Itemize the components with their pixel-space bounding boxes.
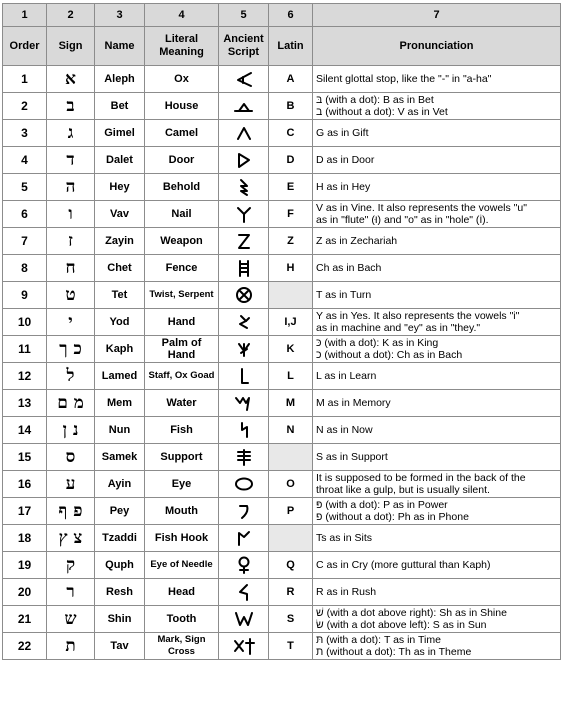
name-cell: Samek	[95, 444, 145, 471]
sign-cell: נ ן	[47, 417, 95, 444]
order-cell: 21	[3, 606, 47, 633]
pronunciation-cell	[313, 228, 561, 255]
pronunciation-line: L as in Learn	[316, 370, 377, 382]
order-cell: 18	[3, 525, 47, 552]
meaning-cell: Door	[145, 147, 219, 174]
order-cell: 17	[3, 498, 47, 525]
pronunciation-line: פּ (with a dot): P as in Power	[316, 499, 448, 511]
sign-cell: ע	[47, 471, 95, 498]
pronunciation-cell	[313, 633, 561, 660]
column-number: 3	[95, 4, 145, 27]
pronunciation-line: T as in Turn	[316, 289, 372, 301]
latin-cell: O	[269, 471, 313, 498]
weapon-glyph	[232, 231, 256, 251]
pronunciation-line: S as in Support	[316, 451, 388, 463]
table-row	[3, 552, 561, 579]
ancient-script-cell	[219, 363, 269, 390]
table-row	[3, 471, 561, 498]
order-cell: 7	[3, 228, 47, 255]
meaning-cell: Camel	[145, 120, 219, 147]
eye-glyph	[232, 474, 256, 494]
sign-cell: ק	[47, 552, 95, 579]
pronunciation-line: פ (without a dot): Ph as in Phone	[316, 511, 469, 523]
name-cell: Chet	[95, 255, 145, 282]
order-cell: 2	[3, 93, 47, 120]
nail-glyph	[232, 204, 256, 224]
table-row	[3, 417, 561, 444]
ancient-script-cell	[219, 336, 269, 363]
pronunciation-cell	[313, 255, 561, 282]
name-cell: Gimel	[95, 120, 145, 147]
meaning-cell: Fish Hook	[145, 525, 219, 552]
meaning-cell: Eye of Needle	[145, 552, 219, 579]
pronunciation-cell	[313, 336, 561, 363]
pronunciation-line: Z as in Zechariah	[316, 235, 398, 247]
ox-head-glyph	[232, 69, 256, 89]
name-cell: Tav	[95, 633, 145, 660]
order-cell: 9	[3, 282, 47, 309]
order-cell: 8	[3, 255, 47, 282]
table-row	[3, 606, 561, 633]
meaning-cell: Fish	[145, 417, 219, 444]
name-cell: Kaph	[95, 336, 145, 363]
name-cell: Hey	[95, 174, 145, 201]
pronunciation-line: R as in Rush	[316, 586, 377, 598]
order-cell: 13	[3, 390, 47, 417]
ancient-script-cell	[219, 93, 269, 120]
pronunciation-line: as in "flute" (וּ) and "o" as in "hole" (וֹ).	[316, 214, 489, 226]
latin-cell: E	[269, 174, 313, 201]
header-ancient-script: Ancient Script	[219, 27, 269, 66]
pronunciation-line: Silent glottal stop, like the "-" in "a-ha"	[316, 73, 492, 85]
ancient-script-cell	[219, 606, 269, 633]
latin-cell: A	[269, 66, 313, 93]
staff-glyph	[232, 366, 256, 386]
sign-cell: ת	[47, 633, 95, 660]
sign-cell: מ ם	[47, 390, 95, 417]
water-glyph	[232, 393, 256, 413]
ancient-script-cell	[219, 471, 269, 498]
house-glyph	[232, 96, 256, 116]
pronunciation-cell	[313, 363, 561, 390]
pronunciation-line: שׁ (with a dot above right): Sh as in Shine	[316, 607, 507, 619]
hand-glyph	[232, 312, 256, 332]
pronunciation-line: Y as in Yes. It also represents the vowels "i"	[316, 310, 520, 322]
order-cell: 5	[3, 174, 47, 201]
meaning-cell: Behold	[145, 174, 219, 201]
order-cell: 12	[3, 363, 47, 390]
order-cell: 1	[3, 66, 47, 93]
sign-cell: ח	[47, 255, 95, 282]
support-glyph	[232, 447, 256, 467]
behold-glyph	[232, 177, 256, 197]
order-cell: 10	[3, 309, 47, 336]
table-row	[3, 120, 561, 147]
latin-cell	[269, 525, 313, 552]
pronunciation-cell	[313, 498, 561, 525]
order-cell: 4	[3, 147, 47, 174]
pronunciation-line: ת (without a dot): Th as in Theme	[316, 646, 472, 658]
sign-cell: ל	[47, 363, 95, 390]
name-cell: Shin	[95, 606, 145, 633]
latin-cell: N	[269, 417, 313, 444]
table-row	[3, 444, 561, 471]
ancient-script-cell	[219, 525, 269, 552]
ancient-script-cell	[219, 282, 269, 309]
table-row	[3, 282, 561, 309]
pronunciation-line: כּ (with a dot): K as in King	[316, 337, 439, 349]
cross-glyph	[232, 636, 256, 656]
ancient-script-cell	[219, 309, 269, 336]
pronunciation-cell	[313, 525, 561, 552]
pronunciation-cell	[313, 444, 561, 471]
meaning-cell: Tooth	[145, 606, 219, 633]
latin-cell: Q	[269, 552, 313, 579]
mouth-glyph	[232, 501, 256, 521]
pronunciation-cell	[313, 471, 561, 498]
latin-cell: P	[269, 498, 313, 525]
latin-cell: K	[269, 336, 313, 363]
ancient-script-cell	[219, 201, 269, 228]
pronunciation-line: שׂ (with a dot above left): S as in Sun	[316, 619, 487, 631]
ancient-script-cell	[219, 633, 269, 660]
order-cell: 3	[3, 120, 47, 147]
pronunciation-line: בּ (with a dot): B as in Bet	[316, 94, 434, 106]
meaning-cell: Mouth	[145, 498, 219, 525]
name-cell: Pey	[95, 498, 145, 525]
hebrew-alphabet-table	[2, 3, 561, 660]
name-cell: Resh	[95, 579, 145, 606]
pronunciation-line: M as in Memory	[316, 397, 391, 409]
ancient-script-cell	[219, 390, 269, 417]
latin-cell: Z	[269, 228, 313, 255]
order-cell: 16	[3, 471, 47, 498]
name-cell: Dalet	[95, 147, 145, 174]
pronunciation-line: Ts as in Sits	[316, 532, 373, 544]
table-row	[3, 93, 561, 120]
pronunciation-line: תּ (with a dot): T as in Time	[316, 634, 441, 646]
pronunciation-cell	[313, 309, 561, 336]
sign-cell: ג	[47, 120, 95, 147]
order-cell: 15	[3, 444, 47, 471]
table-row	[3, 174, 561, 201]
name-cell: Aleph	[95, 66, 145, 93]
meaning-cell: Mark, Sign Cross	[145, 633, 219, 660]
pronunciation-cell	[313, 390, 561, 417]
table-row	[3, 579, 561, 606]
table-row	[3, 633, 561, 660]
latin-cell: F	[269, 201, 313, 228]
sign-cell: ו	[47, 201, 95, 228]
latin-cell: C	[269, 120, 313, 147]
head-glyph	[232, 582, 256, 602]
pronunciation-cell	[313, 147, 561, 174]
meaning-cell: Hand	[145, 309, 219, 336]
column-number: 2	[47, 4, 95, 27]
sign-cell: ר	[47, 579, 95, 606]
table-row	[3, 255, 561, 282]
latin-cell: H	[269, 255, 313, 282]
needle-eye-glyph	[232, 555, 256, 575]
order-cell: 6	[3, 201, 47, 228]
pronunciation-line: Ch as in Bach	[316, 262, 382, 274]
palm-glyph	[232, 339, 256, 359]
header-name: Name	[95, 27, 145, 66]
sign-cell: ז	[47, 228, 95, 255]
sign-cell: ש	[47, 606, 95, 633]
name-cell: Tzaddi	[95, 525, 145, 552]
pronunciation-line: H as in Hey	[316, 181, 371, 193]
latin-cell: R	[269, 579, 313, 606]
fish-glyph	[232, 420, 256, 440]
letter-rows	[3, 66, 561, 660]
header-sign: Sign	[47, 27, 95, 66]
column-number: 1	[3, 4, 47, 27]
pronunciation-line: N as in Now	[316, 424, 373, 436]
order-cell: 22	[3, 633, 47, 660]
name-cell: Yod	[95, 309, 145, 336]
sign-cell: צ ץ	[47, 525, 95, 552]
fishhook-glyph	[232, 528, 256, 548]
table-row	[3, 147, 561, 174]
ancient-script-cell	[219, 120, 269, 147]
tooth-glyph	[232, 609, 256, 629]
header-latin: Latin	[269, 27, 313, 66]
pronunciation-line: C as in Cry (more guttural than Kaph)	[316, 559, 491, 571]
order-cell: 20	[3, 579, 47, 606]
name-cell: Lamed	[95, 363, 145, 390]
header-order: Order	[3, 27, 47, 66]
pronunciation-cell	[313, 120, 561, 147]
latin-cell: D	[269, 147, 313, 174]
name-cell: Bet	[95, 93, 145, 120]
meaning-cell: Staff, Ox Goad	[145, 363, 219, 390]
sign-cell: ט	[47, 282, 95, 309]
table-row	[3, 525, 561, 552]
latin-cell	[269, 444, 313, 471]
meaning-cell: House	[145, 93, 219, 120]
ancient-script-cell	[219, 255, 269, 282]
name-cell: Zayin	[95, 228, 145, 255]
sign-cell: ס	[47, 444, 95, 471]
meaning-cell: Support	[145, 444, 219, 471]
meaning-cell: Head	[145, 579, 219, 606]
table-row	[3, 66, 561, 93]
ancient-script-cell	[219, 552, 269, 579]
latin-cell: M	[269, 390, 313, 417]
meaning-cell: Twist, Serpent	[145, 282, 219, 309]
sign-cell: ד	[47, 147, 95, 174]
sign-cell: ב	[47, 93, 95, 120]
meaning-cell: Weapon	[145, 228, 219, 255]
pronunciation-cell	[313, 579, 561, 606]
table-row	[3, 390, 561, 417]
pronunciation-line: throat like a gulp, but is usually silent.	[316, 484, 490, 496]
latin-cell: I,J	[269, 309, 313, 336]
ancient-script-cell	[219, 228, 269, 255]
sign-cell: א	[47, 66, 95, 93]
pronunciation-cell	[313, 282, 561, 309]
meaning-cell: Eye	[145, 471, 219, 498]
order-cell: 11	[3, 336, 47, 363]
latin-cell: S	[269, 606, 313, 633]
meaning-cell: Water	[145, 390, 219, 417]
table-row	[3, 228, 561, 255]
pronunciation-cell	[313, 552, 561, 579]
pronunciation-line: as in machine and "ey" as in "they."	[316, 322, 481, 334]
order-cell: 19	[3, 552, 47, 579]
pronunciation-cell	[313, 93, 561, 120]
header-pronunciation: Pronunciation	[313, 27, 561, 66]
twist-glyph	[232, 285, 256, 305]
ancient-script-cell	[219, 174, 269, 201]
column-number: 4	[145, 4, 219, 27]
pronunciation-cell	[313, 606, 561, 633]
column-number-row	[3, 4, 561, 27]
sign-cell: כ ך	[47, 336, 95, 363]
sign-cell: פ ף	[47, 498, 95, 525]
ancient-script-cell	[219, 579, 269, 606]
pronunciation-cell	[313, 201, 561, 228]
table-row	[3, 309, 561, 336]
pronunciation-line: It is supposed to be formed in the back of the	[316, 472, 526, 484]
pronunciation-cell	[313, 174, 561, 201]
table-row	[3, 201, 561, 228]
name-cell: Tet	[95, 282, 145, 309]
table-row	[3, 336, 561, 363]
latin-cell: T	[269, 633, 313, 660]
latin-cell: L	[269, 363, 313, 390]
door-glyph	[232, 150, 256, 170]
meaning-cell: Ox	[145, 66, 219, 93]
name-cell: Mem	[95, 390, 145, 417]
pronunciation-line: G as in Gift	[316, 127, 369, 139]
column-number: 5	[219, 4, 269, 27]
sign-cell: ה	[47, 174, 95, 201]
table-row	[3, 498, 561, 525]
meaning-cell: Nail	[145, 201, 219, 228]
ancient-script-cell	[219, 498, 269, 525]
pronunciation-line: V as in Vine. It also represents the vowels "u"	[316, 202, 527, 214]
name-cell: Vav	[95, 201, 145, 228]
name-cell: Ayin	[95, 471, 145, 498]
table-row	[3, 363, 561, 390]
ancient-script-cell	[219, 66, 269, 93]
name-cell: Quph	[95, 552, 145, 579]
pronunciation-line: ב (without a dot): V as in Vet	[316, 106, 448, 118]
name-cell: Nun	[95, 417, 145, 444]
column-number: 7	[313, 4, 561, 27]
ancient-script-cell	[219, 444, 269, 471]
ancient-script-cell	[219, 417, 269, 444]
meaning-cell: Fence	[145, 255, 219, 282]
header-meaning: Literal Meaning	[145, 27, 219, 66]
header-row	[3, 27, 561, 66]
pronunciation-line: D as in Door	[316, 154, 375, 166]
order-cell: 14	[3, 417, 47, 444]
pronunciation-cell	[313, 417, 561, 444]
fence-glyph	[232, 258, 256, 278]
latin-cell	[269, 282, 313, 309]
foot-glyph	[232, 123, 256, 143]
meaning-cell: Palm of Hand	[145, 336, 219, 363]
latin-cell: B	[269, 93, 313, 120]
ancient-script-cell	[219, 147, 269, 174]
column-number: 6	[269, 4, 313, 27]
sign-cell: י	[47, 309, 95, 336]
pronunciation-cell	[313, 66, 561, 93]
pronunciation-line: כ (without a dot): Ch as in Bach	[316, 349, 463, 361]
